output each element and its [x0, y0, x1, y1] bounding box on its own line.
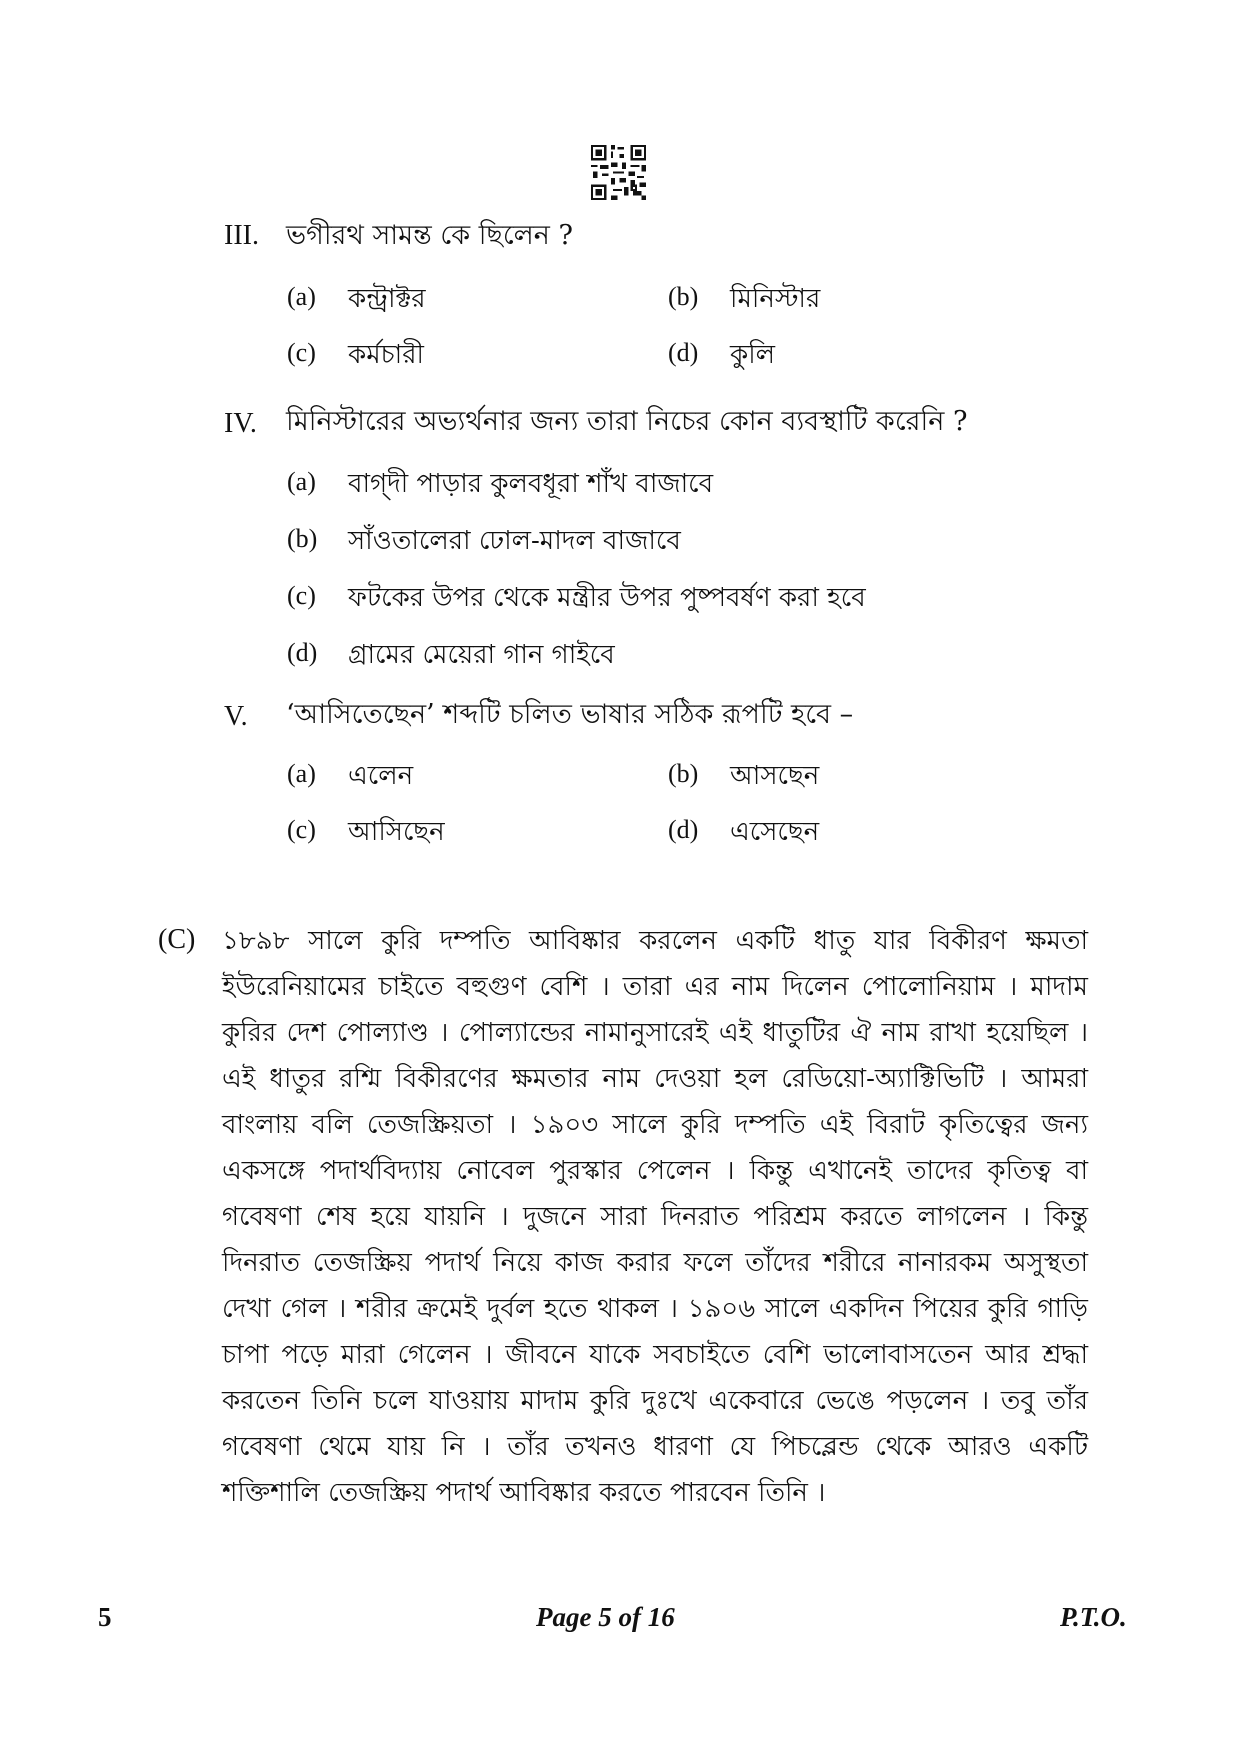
option-text: এলেন: [348, 761, 414, 791]
page-label: Page 5 of 16: [536, 1602, 675, 1632]
option-label: (b): [668, 759, 699, 788]
option-label: (d): [287, 638, 318, 667]
qr-code-icon: [591, 145, 646, 200]
option-text: এসেছেন: [730, 817, 820, 847]
passage-label: (C): [158, 924, 196, 955]
option-label: (b): [668, 282, 699, 311]
page-number: 5: [98, 1602, 112, 1632]
option-text: আসছেন: [730, 761, 820, 791]
option-label: (b): [287, 524, 318, 553]
question-text: ‘আসিতেছেন’ শব্দটি চলিত ভাষার সঠিক রূপটি হবে –: [286, 699, 854, 730]
option-text: কুলি: [730, 340, 776, 370]
option-label: (a): [287, 759, 316, 788]
option-text: আসিছেন: [348, 817, 445, 847]
question-number: IV.: [224, 408, 257, 439]
option-text: সাঁওতালেরা ঢোল-মাদল বাজাবে: [348, 526, 681, 556]
option-label: (c): [287, 815, 316, 844]
option-label: (d): [668, 338, 699, 367]
option-label: (c): [287, 338, 316, 367]
option-text: ফটকের উপর থেকে মন্ত্রীর উপর পুষ্পবর্ষণ করা হবে: [348, 583, 866, 613]
option-text: কর্মচারী: [348, 340, 424, 370]
option-text: গ্রামের মেয়েরা গান গাইবে: [348, 640, 615, 670]
option-label: (a): [287, 467, 316, 496]
question-text: ভগীরথ সামন্ত কে ছিলেন ?: [286, 220, 573, 251]
option-text: কন্ট্রাক্টর: [348, 284, 426, 314]
option-label: (c): [287, 581, 316, 610]
option-label: (a): [287, 282, 316, 311]
question-text: মিনিস্টারের অভ্যর্থনার জন্য তারা নিচের কোন ব্যবস্থাটি করেনি ?: [286, 406, 968, 437]
option-text: মিনিস্টার: [730, 284, 821, 314]
pto-label: P.T.O.: [1060, 1602, 1127, 1632]
option-text: বাগ্‌দী পাড়ার কুলবধূরা শাঁখ বাজাবে: [348, 469, 714, 499]
question-number: III.: [224, 220, 259, 251]
question-number: V.: [224, 701, 248, 732]
passage-text: ১৮৯৮ সালে কুরি দম্পতি আবিষ্কার করলেন একটি ধাতু যার বিকীরণ ক্ষমতা ইউরেনিয়ামের চাইতে বহুগুণ বেশি । তারা এর নাম দিলেন পোলোনিয়াম । মাদাম কুরির দেশ পোল্যাণ্ড । পোল্যান্ডের নামানুসারেই এই ধাতুটির ঐ নাম রাখা হয়েছিল । এই ধাতুর রশ্মি বিকীরণের ক্ষমতার নাম দেওয়া হল রেডিয়ো-অ্যাক্টিভিটি । আমরা বাংলায় বলি তেজস্ক্রিয়তা । ১৯০৩ সালে কুরি দম্পতি এই বিরাট কৃতিত্বের জন্য একসঙ্গে পদার্থবিদ্যায় নোবেল পুরস্কার পেলেন । কিন্তু এখানেই তাদের কৃতিত্ব বা গবেষণা শেষ হয়ে যায়নি । দুজনে সারা দিনরাত পরিশ্রম করতে লাগলেন । কিন্তু দিনরাত তেজস্ক্রিয় পদার্থ নিয়ে কাজ করার ফলে তাঁদের শরীরে নানারকম অসুস্থতা দেখা গেল । শরীর ক্রমেই দুর্বল হতে থাকল । ১৯০৬ সালে একদিন পিয়ের কুরি গাড়ি চাপা পড়ে মারা গেলেন । জীবনে যাকে সবচাইতে বেশি ভালোবাসতেন আর শ্রদ্ধা করতেন তিনি চলে যাওয়ায় মাদাম কুরি দুঃখে একেবারে ভেঙে পড়লেন । তবু তাঁর গবেষণা থেমে যায় নি । তাঁর তখনও ধারণা যে পিচব্লেন্ড থেকে আরও একটি শক্তিশালি তেজস্ক্রিয় পদার্থ আবিষ্কার করতে পারবেন তিনি ।: [222, 926, 1088, 1508]
option-label: (d): [668, 815, 699, 844]
